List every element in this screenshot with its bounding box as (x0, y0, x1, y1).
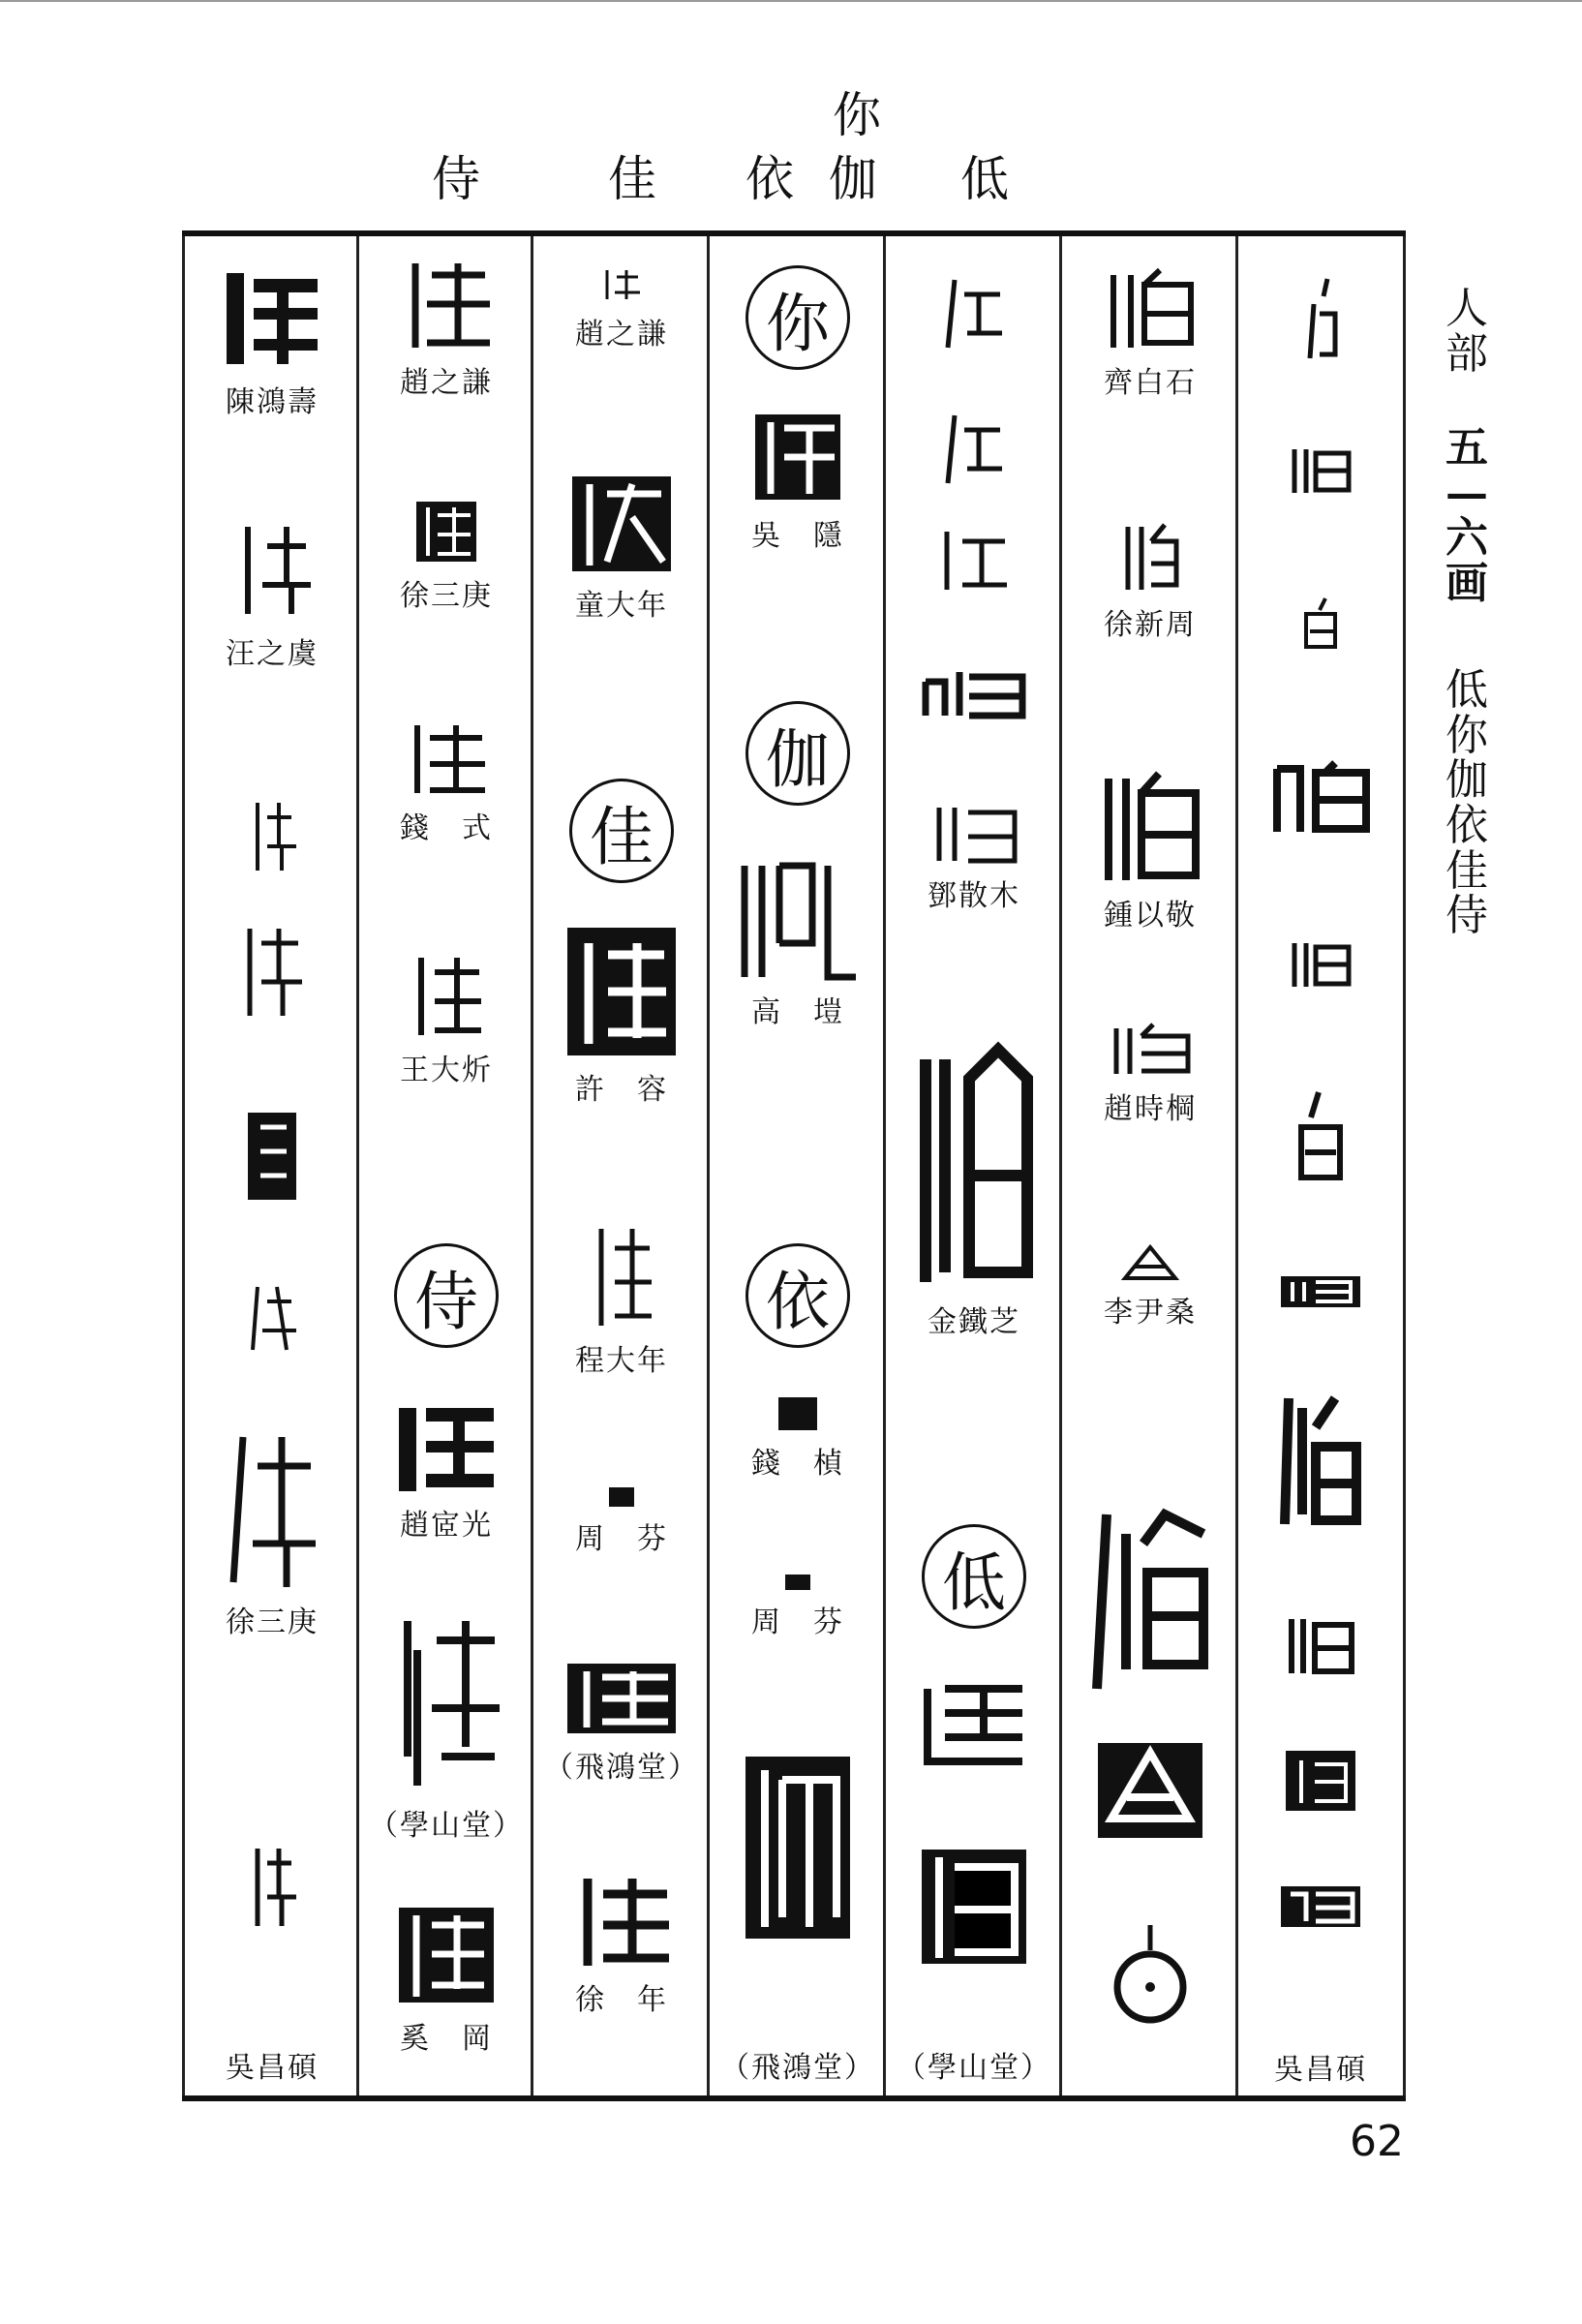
seal-entry (710, 1573, 886, 1640)
seal-impression (926, 798, 1022, 866)
seal-entry (1238, 2039, 1403, 2088)
seal-impression (776, 1394, 820, 1433)
seal-impression (749, 409, 846, 505)
seal-impression (563, 924, 680, 1059)
seal-impression (1292, 1088, 1350, 1185)
seal-impression (935, 527, 1013, 595)
seal-impression (916, 1679, 1032, 1766)
seal-entry (710, 409, 886, 554)
artist-label: 李尹桑 (1104, 1296, 1197, 1330)
heading-char-circle: 伽 (745, 701, 850, 806)
artist-label: 周 芬 (575, 1522, 668, 1556)
seal-impression (1277, 1389, 1364, 1534)
seal-impression (563, 1660, 680, 1737)
column-1 (182, 236, 359, 2095)
seal-entry (185, 517, 359, 672)
seal-impression (1282, 1747, 1359, 1815)
seal-entry (886, 1524, 1062, 1629)
seal-impression (735, 856, 861, 982)
seal-impression (243, 798, 301, 875)
artist-label: 徐新周 (1104, 608, 1197, 642)
seal-entry (533, 469, 710, 624)
seal-impression (1287, 440, 1354, 498)
seal-entry (1062, 1243, 1238, 1330)
seal-entry (359, 953, 533, 1088)
seal-entry (185, 798, 359, 875)
header-char-2: 佳 (608, 151, 656, 207)
artist-label: 吳昌碩 (226, 2051, 319, 2085)
seal-entry (710, 856, 886, 1030)
seal-entry (185, 2037, 359, 2086)
seal-entry (1062, 517, 1238, 643)
seal-entry (1238, 1882, 1403, 1931)
artist-label: 徐三庚 (400, 579, 493, 613)
artist-label: 程大年 (575, 1344, 668, 1378)
seal-entry (185, 1282, 359, 1360)
artist-label: 陳鴻壽 (226, 385, 319, 419)
artist-label: （飛鴻堂） (544, 1751, 699, 1785)
seal-entry (185, 1844, 359, 1931)
seal-impression (228, 517, 316, 624)
seal-impression (1296, 595, 1345, 653)
seal-impression (916, 1844, 1032, 1970)
seal-entry (533, 265, 710, 352)
heading-char-circle: 你 (745, 265, 850, 370)
seal-impression (243, 1108, 301, 1205)
seal-impression (398, 256, 495, 352)
seal-impression (1277, 1272, 1364, 1311)
seal-impression (1111, 1921, 1189, 2028)
seal-entry (710, 2037, 886, 2086)
seal-entry (710, 1243, 886, 1348)
seal-impression (1287, 933, 1354, 992)
seal-impression (1102, 265, 1199, 352)
seal-impression (588, 1224, 655, 1330)
seal-entry (710, 265, 886, 370)
seal-impression (568, 469, 675, 575)
seal-entry (359, 1902, 533, 2057)
seal-impression (568, 1873, 675, 1970)
seal-entry (1062, 1021, 1238, 1127)
seal-impression (243, 1282, 301, 1360)
seal-entry (886, 1844, 1062, 1970)
seal-impression (388, 1611, 504, 1795)
seal-entry (533, 1224, 710, 1379)
seal-impression (219, 265, 325, 372)
seal-entry (359, 1243, 533, 1348)
seal-entry (359, 256, 533, 401)
artist-label: 趙之謙 (400, 366, 493, 400)
artist-label: 齊白石 (1104, 366, 1197, 400)
artist-label: 周 芬 (751, 1605, 844, 1639)
seal-entry (533, 779, 710, 883)
seal-entry (710, 1394, 886, 1482)
seal-entry (886, 527, 1062, 595)
heading-char-circle: 佳 (569, 779, 674, 883)
artist-label: 趙時棡 (1104, 1092, 1197, 1126)
header-char-1: 侍 (432, 151, 480, 207)
seal-entry (710, 1751, 886, 1944)
header-char-4: 伽 (829, 151, 877, 207)
artist-label: 奚 岡 (400, 2022, 493, 2056)
seal-entry (886, 1040, 1062, 1340)
seal-impression (1116, 517, 1184, 595)
seal-entry (185, 1427, 359, 1640)
seal-entry (1238, 275, 1403, 362)
seal-impression (1121, 1243, 1179, 1282)
seal-entry (1238, 595, 1403, 653)
artist-label: 鍾以敬 (1104, 899, 1197, 933)
seal-entry (533, 924, 710, 1108)
seal-entry (359, 1611, 533, 1844)
seal-impression (238, 924, 306, 1021)
seal-entry (359, 720, 533, 846)
seal-entry (1238, 440, 1403, 498)
seal-impression (393, 1398, 500, 1495)
seal-entry (1238, 759, 1403, 837)
seal-entry (1062, 1921, 1238, 2034)
artist-label: 高 塏 (751, 995, 844, 1029)
seal-impression (911, 1040, 1037, 1292)
seal-entry (185, 265, 359, 420)
artist-label: （飛鴻堂） (720, 2051, 875, 2085)
seal-impression (1087, 1505, 1213, 1698)
heading-char-circle: 侍 (394, 1243, 499, 1348)
seal-entry (1238, 1611, 1403, 1679)
seal-entry (886, 411, 1062, 488)
seal-entry (886, 275, 1062, 352)
seal-impression (1267, 759, 1374, 837)
header-char-3: 依 (745, 151, 794, 207)
seal-impression (243, 1844, 301, 1931)
seal-entry (1238, 1389, 1403, 1534)
column-6 (1059, 236, 1238, 2095)
side-chars: 低 你 伽 依 佳 侍 (1445, 665, 1488, 941)
seal-entry (533, 1485, 710, 1557)
side-radical: 人 部 (1445, 284, 1488, 379)
seal-entry (1238, 933, 1403, 992)
seal-impression (597, 265, 646, 304)
artist-label: 趙之謙 (575, 318, 668, 352)
heading-char-circle: 依 (745, 1243, 850, 1348)
heading-char-circle: 低 (922, 1524, 1026, 1629)
seal-entry (359, 498, 533, 614)
seal-impression (1092, 1737, 1208, 1844)
seal-impression (1296, 275, 1345, 362)
artist-label: 吳昌碩 (1274, 2053, 1367, 2087)
column-2 (356, 236, 533, 2095)
seal-entry (886, 662, 1062, 720)
seal-impression (1277, 1882, 1364, 1931)
page-number: 62 (1350, 2117, 1404, 2166)
seal-impression (224, 1427, 320, 1592)
seal-entry (886, 798, 1062, 914)
seal-impression (607, 1485, 636, 1509)
column-4 (707, 236, 886, 2095)
artist-label: 徐 年 (575, 1983, 668, 2017)
column-3 (531, 236, 710, 2095)
artist-label: 錢 式 (400, 811, 493, 845)
seal-impression (408, 953, 485, 1040)
seal-entry (185, 1108, 359, 1205)
seal-impression (740, 1751, 856, 1944)
seal-entry (1238, 1088, 1403, 1185)
seal-impression (412, 498, 480, 566)
artist-label: 童大年 (575, 589, 668, 623)
column-7 (1235, 236, 1406, 2095)
artist-label: （學山堂） (897, 2051, 1051, 2085)
column-5 (883, 236, 1062, 2095)
artist-label: 吳 隱 (751, 519, 844, 553)
seal-entry (886, 2037, 1062, 2086)
artist-label: （學山堂） (369, 1809, 524, 1843)
artist-label: 王大炘 (400, 1054, 493, 1087)
seal-entry (1062, 769, 1238, 933)
artist-label: 許 容 (575, 1073, 668, 1107)
artist-label: 汪之虞 (226, 637, 319, 671)
seal-entry (710, 701, 886, 806)
seal-impression (1107, 1021, 1194, 1079)
seal-entry (185, 924, 359, 1021)
top-rule (0, 0, 1582, 2)
seal-impression (1282, 1611, 1359, 1679)
seal-impression (916, 662, 1032, 720)
seal-impression (393, 1902, 500, 2008)
seal-impression (783, 1573, 812, 1592)
seal-impression (403, 720, 490, 798)
seal-impression (940, 275, 1008, 352)
seal-entry (533, 1660, 710, 1786)
side-strokes: 五 — 六 画 (1445, 423, 1488, 608)
artist-label: 錢 楨 (751, 1447, 844, 1481)
artist-label: 徐三庚 (226, 1605, 319, 1639)
seal-entry (1062, 1737, 1238, 1844)
artist-label: 金鐵芝 (928, 1305, 1020, 1339)
seal-impression (940, 411, 1008, 488)
seal-entry (886, 1679, 1062, 1766)
seal-entry (1238, 1272, 1403, 1311)
seal-impression (1097, 769, 1203, 885)
header-top-char: 你 (833, 87, 881, 143)
seal-entry (359, 1398, 533, 1544)
seal-entry (533, 1873, 710, 2018)
seal-entry (1238, 1747, 1403, 1815)
seal-entry (1062, 1505, 1238, 1698)
artist-label: 趙宧光 (400, 1509, 493, 1543)
seal-entry (1062, 265, 1238, 401)
seal-table (182, 230, 1406, 2101)
header-char-5: 低 (960, 151, 1009, 207)
artist-label: 鄧散木 (928, 879, 1020, 913)
